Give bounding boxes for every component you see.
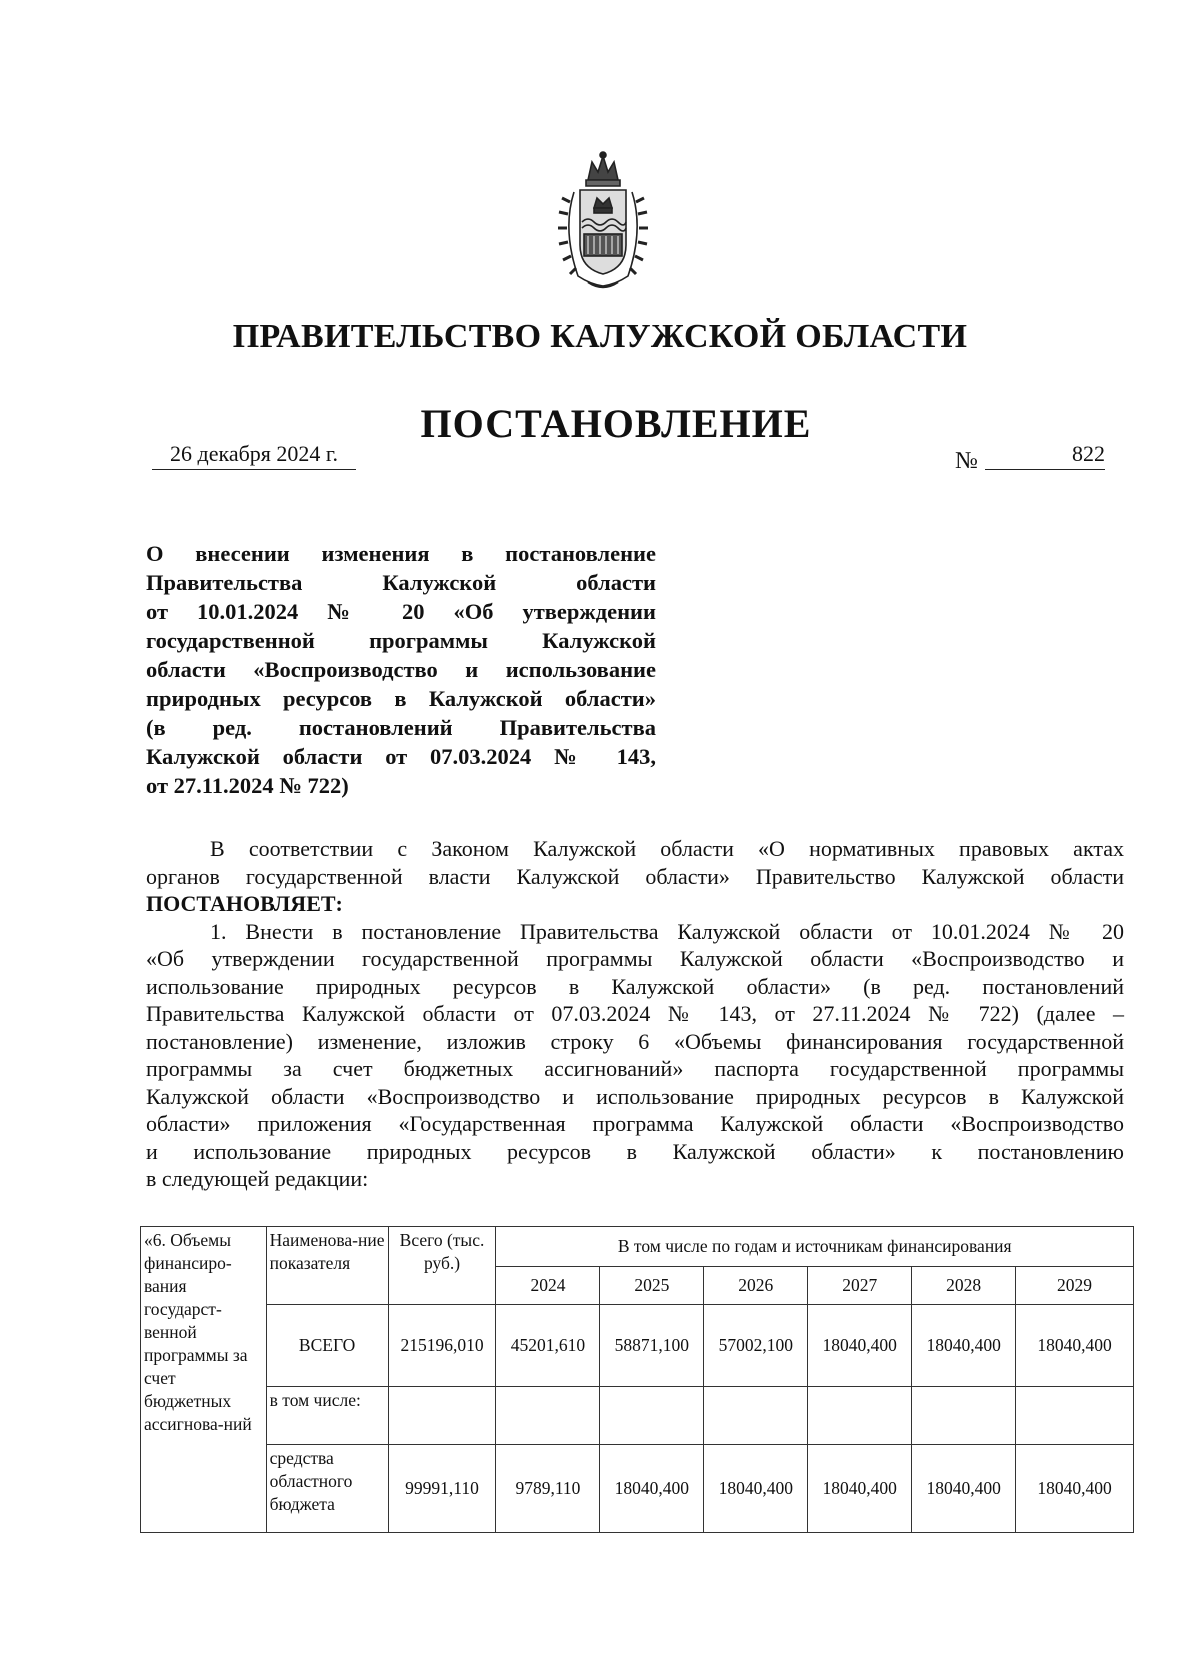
year-header: 2024 [496,1267,600,1305]
table-row [141,1387,1134,1445]
value-cell [600,1387,704,1445]
value-cell: 45201,610 [496,1305,600,1387]
item-1-paragraph [146,918,1124,1193]
row-total: 99991,110 [388,1445,496,1533]
year-header: 2027 [808,1267,912,1305]
value-cell [808,1387,912,1445]
coat-of-arms-emblem [548,150,658,293]
value-cell: 18040,400 [1016,1305,1134,1387]
total-header: Всего (тыс. руб.) [388,1227,496,1305]
value-cell [1016,1387,1134,1445]
years-header: В том числе по годам и источникам финансирования [496,1227,1134,1267]
year-header: 2025 [600,1267,704,1305]
item-line: в следующей редакции: [146,1166,369,1191]
row-total: 215196,010 [388,1305,496,1387]
item-line: области» приложения «Государственная программа Калужской области «Воспроизводство [146,1111,1124,1136]
financing-table [140,1226,1134,1533]
year-header: 2028 [912,1267,1016,1305]
value-cell: 57002,100 [704,1305,808,1387]
title-line: Правительства Калужской области [146,570,656,595]
item-line: 1. Внести в постановление Правительства Калужской области от 10.01.2024 № 20 [210,918,1124,944]
value-cell [496,1387,600,1445]
value-cell: 18040,400 [808,1305,912,1387]
title-line: области «Воспроизводство и использование [146,657,656,682]
decree-word: ПОСТАНОВЛЯЕТ: [146,891,343,916]
preamble-line: органов государственной власти Калужской области» Правительство Калужской области [146,863,1124,889]
value-cell [704,1387,808,1445]
item-line: и использование природных ресурсов в Калужской области» к постановлению [146,1138,1124,1164]
item-line: Калужской области «Воспроизводство и использование природных ресурсов в Калужской [146,1083,1124,1109]
year-header: 2026 [704,1267,808,1305]
item-line: программы за счет бюджетных ассигнований» паспорта государственной программы [146,1056,1124,1081]
row-label-cell: «6. Объемы финансиро-вания государст-венной программы за счет бюджетных ассигнова-ний [141,1227,267,1533]
value-cell: 18040,400 [1016,1445,1134,1533]
preamble-line: В соответствии с Законом Калужской области «О нормативных правовых актах [210,836,1124,861]
value-cell: 58871,100 [600,1305,704,1387]
year-header: 2029 [1016,1267,1134,1305]
preamble-paragraph [146,835,1124,918]
row-indicator: в том числе: [266,1387,388,1445]
row-indicator: средства областного бюджета [266,1445,388,1533]
document-date: 26 декабря 2024 г. [152,441,356,470]
table-row [141,1305,1134,1387]
value-cell: 18040,400 [912,1305,1016,1387]
value-cell: 18040,400 [808,1445,912,1533]
title-line: от 10.01.2024 № 20 «Об утверждении [146,599,656,624]
indicator-header: Наименова-ние показателя [266,1227,388,1305]
item-line: Правительства Калужской области от 07.03.2024 № 143, от 27.11.2024 № 722) (далее – [146,1001,1124,1026]
item-line: использование природных ресурсов в Калужской области» (в ред. постановлений [146,973,1124,999]
title-line: (в ред. постановлений Правительства [146,715,656,740]
value-cell: 18040,400 [600,1445,704,1533]
document-type: ПОСТАНОВЛЕНИЕ [420,401,812,446]
title-line: природных ресурсов в Калужской области» [146,686,656,711]
row-indicator: ВСЕГО [266,1305,388,1387]
title-line: от 27.11.2024 № 722) [146,773,349,798]
row-total [388,1387,496,1445]
value-cell: 18040,400 [704,1445,808,1533]
title-line: О внесении изменения в постановление [146,541,656,566]
value-cell: 18040,400 [912,1445,1016,1533]
title-line: Калужской области от 07.03.2024 № 143, [146,744,656,769]
item-line: «Об утверждении государственной программы Калужской области «Воспроизводство и [146,946,1124,971]
title-line: государственной программы Калужской [146,628,656,653]
item-line: постановление) изменение, изложив строку 6 «Объемы финансирования государственной [146,1028,1124,1054]
number-label: № [955,448,978,474]
document-title [146,539,656,800]
document-body [146,835,1124,1193]
value-cell [912,1387,1016,1445]
authority-name: ПРАВИТЕЛЬСТВО КАЛУЖСКОЙ ОБЛАСТИ [232,318,968,355]
value-cell: 9789,110 [496,1445,600,1533]
table-row [141,1445,1134,1533]
document-number: 822 [985,441,1105,470]
